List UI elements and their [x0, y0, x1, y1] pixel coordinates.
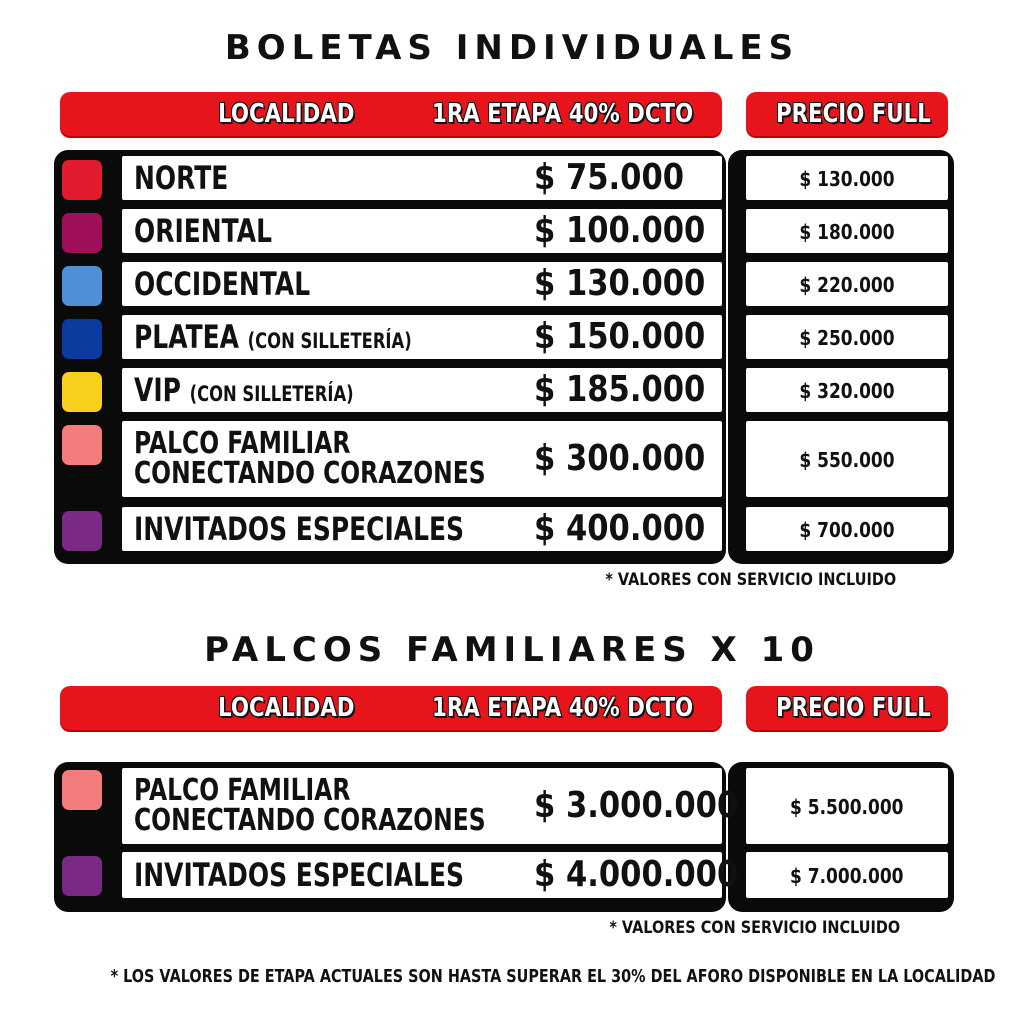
header-bar-full — [746, 92, 948, 136]
localidad-name-line1: PALCO FAMILIAR — [134, 426, 351, 461]
header-localidad: LOCALIDAD — [218, 693, 355, 723]
color-swatch-palco — [62, 770, 102, 810]
full-price-value: $ 130.000 — [799, 167, 895, 191]
full-price-value: $ 550.000 — [799, 448, 895, 472]
etapa-price: $ 400.000 — [534, 508, 706, 549]
localidad-qualifier: (CON SILLETERÍA) — [189, 382, 354, 406]
section-title-individuales: BOLETAS INDIVIDUALES — [224, 28, 800, 68]
header-localidad: LOCALIDAD — [218, 99, 355, 129]
full-price-cell — [746, 262, 948, 306]
full-price-cell — [746, 852, 948, 898]
localidad-qualifier: (CON SILLETERÍA) — [247, 329, 412, 353]
footer-note: * LOS VALORES DE ETAPA ACTUALES SON HASTA SUPERAR EL 30% DEL AFORO DISPONIBLE EN LA LOCALIDAD — [110, 966, 996, 987]
full-price-value: $ 180.000 — [799, 220, 895, 244]
table-row — [122, 852, 739, 898]
color-swatch-invitados — [62, 511, 102, 551]
table-row — [122, 315, 722, 359]
localidad-name: ORIENTAL — [134, 212, 272, 250]
color-swatch-occidental — [62, 266, 102, 306]
service-note: * VALORES CON SERVICIO INCLUIDO — [609, 918, 900, 938]
table-row — [122, 768, 739, 844]
etapa-price: $ 130.000 — [534, 263, 706, 304]
header-bar-localidad — [60, 92, 722, 136]
localidad-name: INVITADOS ESPECIALES — [134, 856, 465, 894]
full-price-value: $ 5.500.000 — [790, 795, 904, 819]
section-title-palcos: PALCOS FAMILIARES X 10 — [204, 630, 820, 670]
table-row — [122, 421, 722, 497]
color-swatch-vip — [62, 372, 102, 412]
localidad-name-line2: CONECTANDO CORAZONES — [134, 456, 486, 491]
full-price-cell — [746, 421, 948, 497]
localidad-name-line2: CONECTANDO CORAZONES — [134, 803, 486, 838]
localidad-name: INVITADOS ESPECIALES — [134, 510, 465, 548]
full-price-value: $ 250.000 — [799, 326, 895, 350]
header-etapa: 1RA ETAPA 40% DCTO — [432, 693, 694, 723]
full-price-value: $ 320.000 — [799, 379, 895, 403]
localidad-name-line1: PALCO FAMILIAR — [134, 773, 351, 808]
etapa-price: $ 4.000.000 — [534, 854, 739, 895]
color-swatch-oriental — [62, 213, 102, 253]
table-row — [122, 156, 722, 200]
color-swatch-platea — [62, 319, 102, 359]
etapa-price: $ 100.000 — [534, 210, 706, 251]
full-price-cell — [746, 209, 948, 253]
localidad-name: NORTE — [134, 159, 229, 197]
full-price-cell — [746, 768, 948, 844]
table-row — [122, 209, 722, 253]
etapa-price: $ 300.000 — [534, 438, 706, 479]
localidad-name-two-lines — [134, 426, 486, 491]
table-row — [122, 262, 722, 306]
header-bar-localidad — [60, 686, 722, 730]
etapa-price: $ 3.000.000 — [534, 785, 739, 826]
color-swatch-palco — [62, 425, 102, 465]
color-swatch-norte — [62, 160, 102, 200]
table-row — [122, 368, 722, 412]
full-price-cell — [746, 315, 948, 359]
localidad-name: OCCIDENTAL — [134, 265, 311, 303]
etapa-price: $ 185.000 — [534, 369, 706, 410]
full-price-value: $ 700.000 — [799, 518, 895, 542]
header-etapa: 1RA ETAPA 40% DCTO — [432, 99, 694, 129]
full-price-cell — [746, 156, 948, 200]
header-precio-full: PRECIO FULL — [776, 99, 931, 129]
full-price-cell — [746, 507, 948, 551]
full-price-value: $ 7.000.000 — [790, 864, 904, 888]
service-note: * VALORES CON SERVICIO INCLUIDO — [605, 570, 896, 590]
localidad-name-with-qualifier — [134, 318, 412, 356]
table-row — [122, 507, 722, 551]
etapa-price: $ 75.000 — [534, 157, 685, 198]
etapa-price: $ 150.000 — [534, 316, 706, 357]
localidad-name: VIP — [134, 371, 181, 409]
full-price-cell — [746, 368, 948, 412]
color-swatch-invitados — [62, 856, 102, 896]
header-bar-full — [746, 686, 948, 730]
localidad-name-with-qualifier — [134, 371, 354, 409]
full-price-value: $ 220.000 — [799, 273, 895, 297]
localidad-name-two-lines — [134, 773, 486, 838]
header-precio-full: PRECIO FULL — [776, 693, 931, 723]
localidad-name: PLATEA — [134, 318, 239, 356]
